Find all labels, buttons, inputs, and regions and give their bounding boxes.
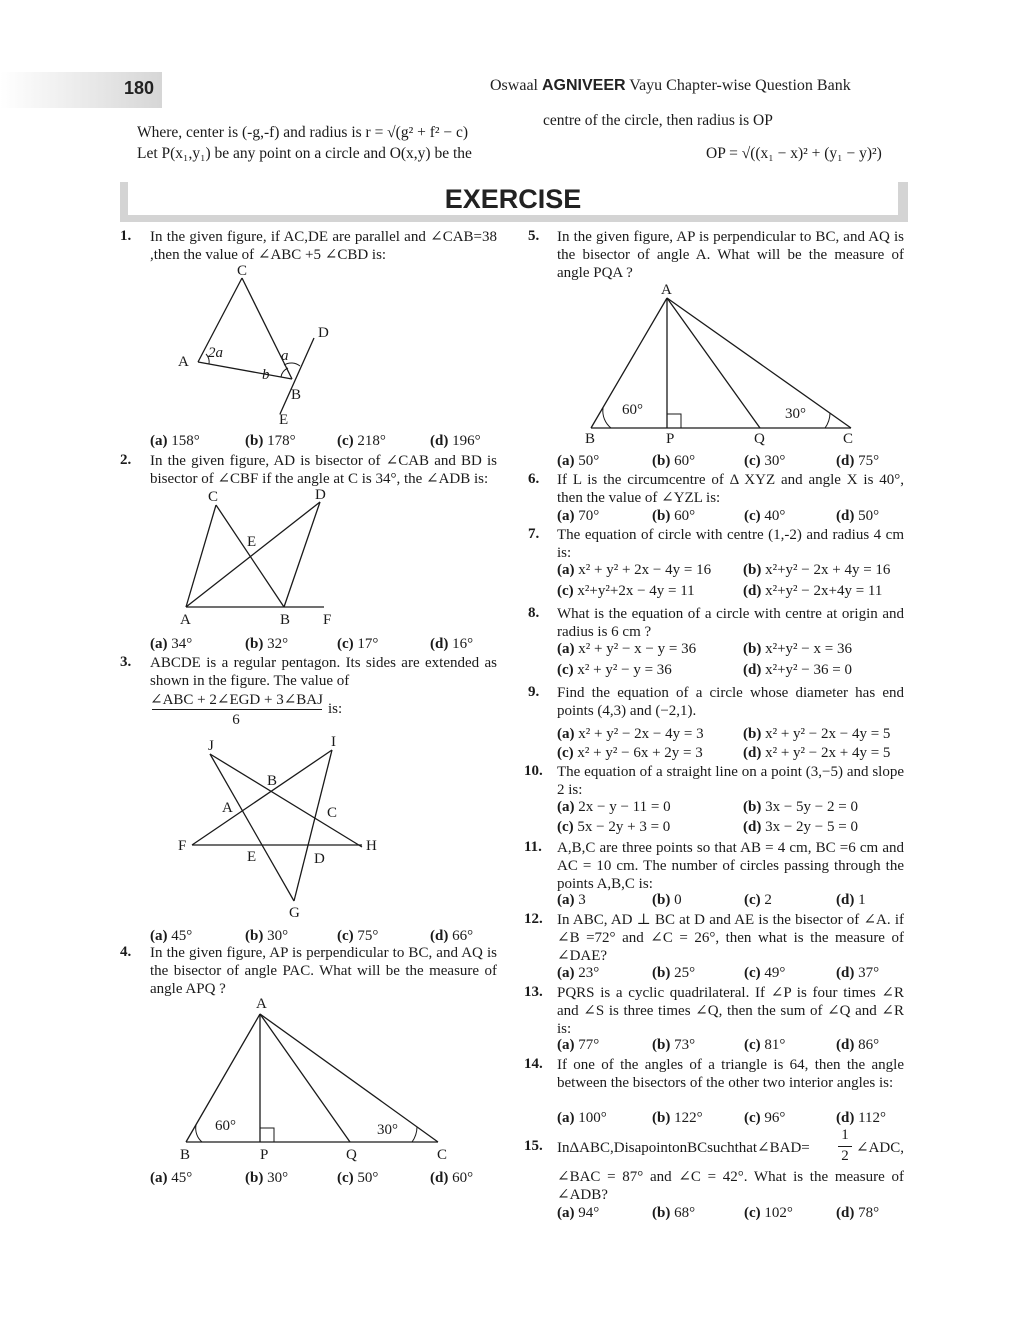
option-a: (a) 100° [557,1110,607,1126]
option-b: (b) 178° [245,433,296,449]
fig3-label: I [331,734,336,750]
fig4-label: B [180,1147,191,1163]
intro-line-4: OP = √((x₁ − x)² + (y₁ − y)²) [706,145,882,162]
fraction-bar [838,1146,852,1147]
fig5-label: A [661,282,672,298]
option-d: (d) 50° [836,508,880,524]
fraction-bar [152,709,322,710]
fraction-tail: is: [328,701,343,717]
option-c: (c) x²+y²+2x − 4y = 11 [557,583,695,599]
option-c: (c) 50° [337,1170,379,1186]
fig5-label: P [666,431,675,447]
fig3-label: F [178,838,187,854]
option-c: (c) 49° [744,965,786,981]
fig4-label: 30° [377,1122,398,1138]
question-number: 4. [120,944,132,960]
figure-5 [575,280,875,448]
option-b: (b) 68° [652,1205,696,1221]
option-a: (a) 3 [557,892,586,908]
option-a: (a) 70° [557,508,600,524]
fig3-label: H [366,838,377,854]
fraction-numerator: ∠ABC + 2∠EGD + 3∠BAJ [150,692,323,708]
question-number: 2. [120,452,132,468]
option-b: (b) 3x − 5y − 2 = 0 [743,799,858,815]
question-text: What is the equation of a circle with centre at origin and radius is 6 cm ? [557,606,904,640]
question-number: 7. [528,526,540,542]
question-text: If one of the angles of a triangle is 64, then the angle between the bisectors of the other two interior angles is: [557,1057,904,1091]
fig2-label: F [323,612,332,626]
question-number: 12. [524,911,543,927]
option-b: (b) 30° [245,928,289,944]
fig5-label: Q [754,431,765,447]
header-brand: Oswaal [490,77,538,94]
question-text: A,B,C are three points so that AB = 4 cm, BC =6 cm and AC = 10 cm. The number of circles passing through the points A,B,C is: [557,840,904,892]
option-a: (a) 50° [557,453,600,469]
option-a: (a) 158° [150,433,200,449]
header-rest: Vayu Chapter-wise Question Bank [629,77,851,94]
option-d: (d) 60° [430,1170,474,1186]
option-b: (b) 32° [245,636,289,652]
option-c: (c) 40° [744,508,786,524]
question-text: PQRS is a cyclic quadrilateral. If ∠P is four times ∠R and ∠S is three times ∠Q, then the sum of ∠Q and ∠R is: [557,985,904,1037]
fig2-label: A [180,612,191,626]
option-d: (d) 3x − 2y − 5 = 0 [743,819,858,835]
option-b: (b) 25° [652,965,696,981]
question-number: 15. [524,1138,543,1154]
fig5-label: 60° [622,402,643,418]
option-c: (c) 5x − 2y + 3 = 0 [557,819,671,835]
fig1-label: A [178,354,189,370]
fig1-label: a [281,348,289,364]
option-b: (b) 60° [652,508,696,524]
fig4-label: P [260,1147,269,1163]
option-d: (d) 112° [836,1110,887,1126]
fig4-label: C [437,1147,448,1163]
option-d: (d) 196° [430,433,481,449]
option-a: (a) 2x − y − 11 = 0 [557,799,671,815]
option-d: (d) 78° [836,1205,880,1221]
question-number: 9. [528,684,540,700]
option-d: (d) 66° [430,928,474,944]
option-b: (b) x² + y² − 2x − 4y = 5 [743,726,891,742]
question-text: The equation of circle with centre (1,-2) and radius 4 cm is: [557,527,904,561]
option-d: (d) 16° [430,636,474,652]
fig3-label: A [222,800,233,816]
question-number: 11. [524,839,542,855]
question-text: In the given figure, AP is perpendicular to BC, and AQ is the bisector of angle PAC. What will be the measure of angle APQ ? [150,945,497,997]
question-text: InΔABC,DisapointonBCsuchthat∠BAD= [557,1140,810,1156]
figure-4 [172,994,472,1164]
fig3-label: G [289,905,300,921]
fig5-label: B [585,431,596,447]
question-number: 14. [524,1056,543,1072]
fig1-label: D [318,325,329,341]
fig3-label: D [314,851,325,867]
option-c: (c) 75° [337,928,379,944]
option-b: (b) 73° [652,1037,696,1053]
question-number: 8. [528,605,540,621]
fig2-label: B [280,612,291,626]
figure-2 [172,486,352,626]
fig5-label: 30° [785,406,806,422]
option-d: (d) 1 [836,892,866,908]
option-d: (d) 75° [836,453,880,469]
header-series: AGNIVEER [541,77,626,94]
option-c: (c) 102° [744,1205,793,1221]
option-a: (a) x² + y² − 2x − 4y = 3 [557,726,704,742]
fig4-label: Q [346,1147,357,1163]
fig3-label: B [267,773,278,789]
fig4-label: 60° [215,1118,236,1134]
option-a: (a) 23° [557,965,600,981]
question-text: Find the equation of a circle whose diameter has end points (4,3) and (−2,1). [557,685,904,719]
option-d: (d) x² + y² − 2x + 4y = 5 [743,745,891,761]
fig1-label: C [237,263,248,279]
fig5-label: C [843,431,854,447]
question-text: In the given figure, if AC,DE are parallel and ∠CAB=38 ,then the value of ∠ABC +5 ∠CBD is: [150,229,497,263]
option-c: (c) 30° [744,453,786,469]
option-a: (a) 94° [557,1205,600,1221]
fraction-denominator: 2 [841,1148,849,1164]
option-a: (a) 45° [150,1170,193,1186]
question-number: 1. [120,228,132,244]
fraction-denominator: 6 [232,712,240,728]
question-text: If L is the circumcentre of Δ XYZ and angle X is 40°, then the value of ∠YZL is: [557,472,904,506]
option-c: (c) 81° [744,1037,786,1053]
question-text-tail: ∠ADC, [856,1140,904,1156]
exercise-title: EXERCISE [444,184,582,214]
option-b: (b) 0 [652,892,682,908]
intro-line-3: centre of the circle, then radius is OP [543,112,773,129]
option-c: (c) 2 [744,892,772,908]
option-a: (a) x² + y² + 2x − 4y = 16 [557,562,712,578]
fraction-numerator: 1 [841,1127,849,1143]
fig3-label: C [327,805,338,821]
question-number: 6. [528,471,540,487]
question-number: 5. [528,228,540,244]
fig3-label: E [247,849,257,865]
question-text: In ABC, AD ⊥ BC at D and AE is the bisector of ∠A. if ∠B =72° and ∠C = 26°, then what is the measure of ∠DAE? [557,912,904,964]
option-c: (c) 17° [337,636,379,652]
fig3-label: J [208,738,214,754]
fig1-label: b [262,367,270,383]
fig2-label: D [315,487,326,503]
figure-1 [160,262,350,427]
figure-3 [172,732,392,922]
option-d: (d) x²+y² − 36 = 0 [743,662,852,678]
option-b: (b) 60° [652,453,696,469]
fig1-label: 2a [208,345,223,361]
intro-line-2: Let P(x₁,y₁) be any point on a circle and O(x,y) be the [137,145,472,162]
fig4-label: A [256,996,267,1012]
option-b: (b) 122° [652,1110,703,1126]
option-b: (b) x²+y² − x = 36 [743,641,852,657]
fig2-label: E [247,534,257,550]
option-c: (c) x² + y² − y = 36 [557,662,672,678]
question-text: The equation of a straight line on a point (3,−5) and slope 2 is: [557,764,904,798]
option-a: (a) 77° [557,1037,600,1053]
question-number: 10. [524,763,543,779]
question-text: ABCDE is a regular pentagon. Its sides are extended as shown in the figure. The value of [150,655,497,689]
fig2-label: C [208,489,219,505]
option-c: (c) 218° [337,433,386,449]
option-d: (d) 37° [836,965,880,981]
question-number: 3. [120,654,132,670]
question-text-2: ∠BAC = 87° and ∠C = 42°. What is the measure of ∠ADB? [557,1169,904,1203]
fig1-label: E [279,412,289,427]
running-header [490,77,851,95]
option-d: (d) x²+y² − 2x+4y = 11 [743,583,883,599]
option-c: (c) x² + y² − 6x + 2y = 3 [557,745,703,761]
fig1-label: B [291,387,302,403]
option-b: (b) x²+y² − 2x + 4y = 16 [743,562,891,578]
option-c: (c) 96° [744,1110,786,1126]
option-d: (d) 86° [836,1037,880,1053]
option-a: (a) 34° [150,636,193,652]
intro-line-1: Where, center is (-g,-f) and radius is r = √(g² + f² − c) [137,124,469,141]
question-text: In the given figure, AP is perpendicular to BC, and AQ is the bisector of angle A. What will be the measure of angle PQA ? [557,229,904,281]
page-number: 180 [124,78,155,98]
question-text: In the given figure, AD is bisector of ∠CAB and BD is bisector of ∠CBF if the angle at C is 34°, the ∠ADB is: [150,453,497,487]
question-number: 13. [524,984,543,1000]
option-a: (a) 45° [150,928,193,944]
option-b: (b) 30° [245,1170,289,1186]
option-a: (a) x² + y² − x − y = 36 [557,641,697,657]
